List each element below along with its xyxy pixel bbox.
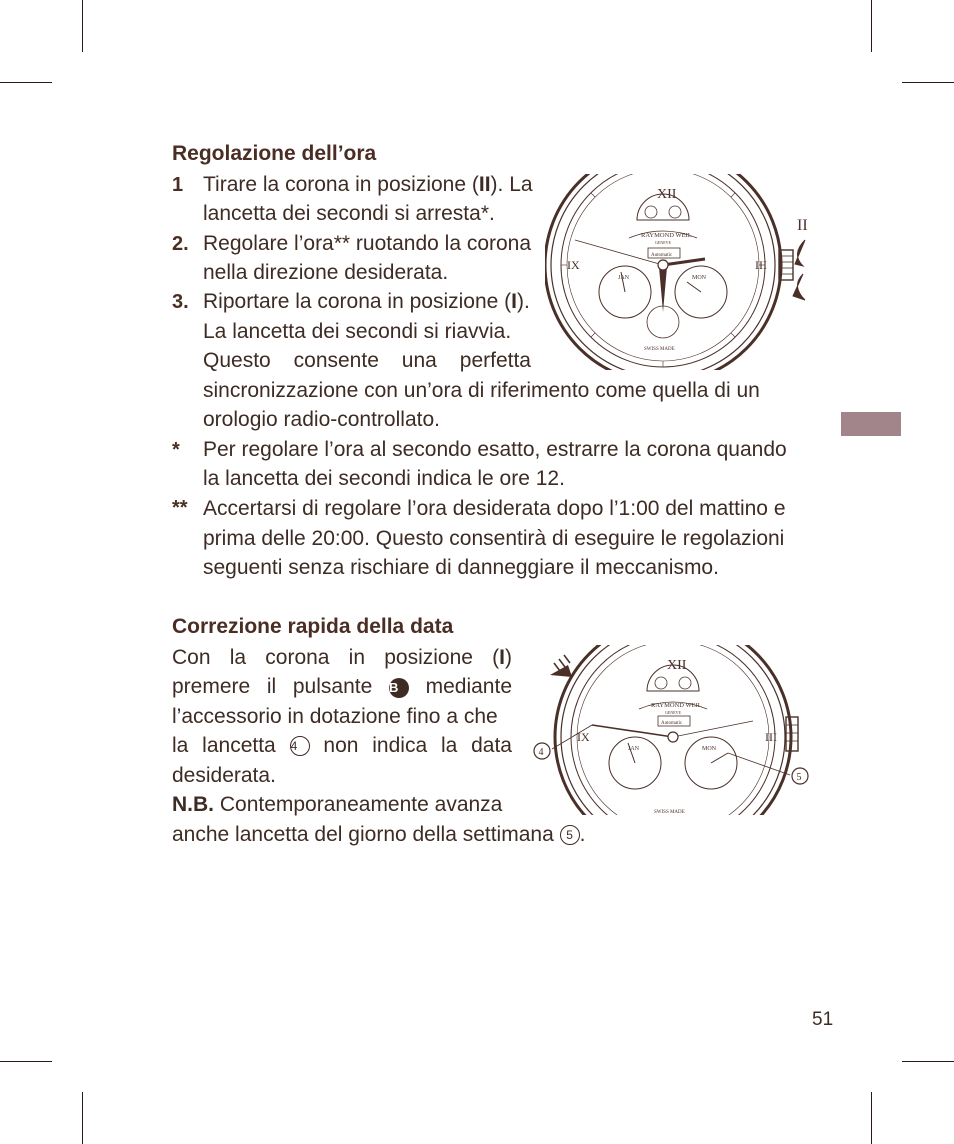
nb-line-2: anche lancetta del giorno della settimana 5 .	[172, 823, 586, 846]
svg-text:SWISS MADE: SWISS MADE	[654, 810, 685, 815]
svg-text:RAYMOND WEIL: RAYMOND WEIL	[651, 702, 702, 709]
step-3-line-3: Questo consente una perfetta	[203, 349, 531, 372]
date-para-line-1: Con la corona in posizione (I)	[172, 646, 512, 669]
svg-text:IX: IX	[577, 730, 590, 744]
step-2-line-1: Regolare l’ora** ruotando la corona	[203, 232, 532, 255]
svg-text:MON: MON	[692, 275, 707, 281]
svg-text:JAN: JAN	[618, 275, 630, 281]
svg-text:Automatic: Automatic	[651, 253, 673, 258]
svg-text:RAYMOND WEIL: RAYMOND WEIL	[641, 232, 692, 239]
step-2-line-2: nella direzione desiderata.	[203, 261, 449, 284]
svg-text:JAN: JAN	[628, 746, 640, 752]
crop-mark	[0, 82, 52, 83]
hand-4-icon: 4	[290, 736, 310, 756]
step-number: 2.	[172, 233, 189, 255]
svg-text:III: III	[765, 730, 777, 744]
nb-line-1: N.B. Contemporaneamente avanza	[172, 793, 503, 816]
crop-mark	[902, 82, 954, 83]
svg-text:XII: XII	[667, 658, 687, 673]
step-number: 3.	[172, 291, 189, 313]
step-3-line-1: Riportare la corona in posizione (I).	[203, 290, 530, 313]
svg-text:MON: MON	[702, 746, 717, 752]
step-number: 1	[172, 174, 184, 196]
page-number: 51	[812, 1009, 834, 1030]
callout-4-label: 4	[538, 747, 544, 758]
crop-mark	[871, 1092, 872, 1144]
crop-mark	[82, 1092, 83, 1144]
section-title-date-correction: Correzione rapida della data	[172, 615, 454, 638]
svg-text:GENEVE: GENEVE	[655, 240, 671, 245]
svg-text:Automatic: Automatic	[661, 721, 683, 726]
date-para-line-3: l’accessorio in dotazione fino a che	[172, 705, 498, 728]
section-title-time-setting: Regolazione dell’ora	[172, 142, 377, 165]
svg-text:SWISS MADE: SWISS MADE	[644, 347, 675, 352]
svg-text:XII: XII	[657, 187, 677, 202]
step-1-line-1: Tirare la corona in posizione (II). La	[203, 173, 533, 196]
watch-illustration-date-correction	[528, 645, 813, 817]
note-1-line-1: Per regolare l’ora al secondo esatto, estrarre la corona quando	[203, 438, 787, 461]
note-1-line-2: la lancetta dei secondi indica le ore 12.	[203, 467, 565, 490]
crop-mark	[82, 0, 83, 52]
step-3-line-2: La lancetta dei secondi si riavvia.	[203, 320, 512, 343]
callout-5-label: 5	[796, 772, 802, 783]
language-tab-marker	[841, 412, 901, 436]
note-2-line-3: seguenti senza rischiare di danneggiare il meccanismo.	[203, 556, 719, 579]
note-marker: *	[172, 439, 180, 461]
pusher-b-icon: B	[389, 678, 409, 698]
svg-text:III: III	[755, 258, 767, 272]
date-para-line-2: premere il pulsante B mediante	[172, 675, 512, 698]
hand-5-icon: 5	[560, 825, 580, 845]
step-3-line-5: orologio radio-controllato.	[203, 408, 440, 431]
step-3-line-4: sincronizzazione con un’ora di riferimento come quella di un	[203, 379, 760, 402]
note-marker: **	[172, 497, 188, 519]
svg-text:IX: IX	[567, 258, 580, 272]
step-1-line-2: lancetta dei secondi si arresta*.	[203, 202, 495, 225]
note-2-line-2: prima delle 20:00. Questo consentirà di eseguire le regolazioni	[203, 527, 785, 550]
crop-mark	[0, 1061, 52, 1062]
date-para-line-4: la lancetta 4 non indica la data	[172, 734, 512, 757]
crown-position-label: II	[797, 217, 808, 234]
date-para-line-5: desiderata.	[172, 764, 276, 787]
svg-text:GENEVE: GENEVE	[665, 710, 681, 715]
watch-illustration-crown-position	[545, 172, 815, 372]
note-2-line-1: Accertarsi di regolare l’ora desiderata dopo l’1:00 del mattino e	[203, 497, 786, 520]
crop-mark	[902, 1061, 954, 1062]
crop-mark	[871, 0, 872, 52]
